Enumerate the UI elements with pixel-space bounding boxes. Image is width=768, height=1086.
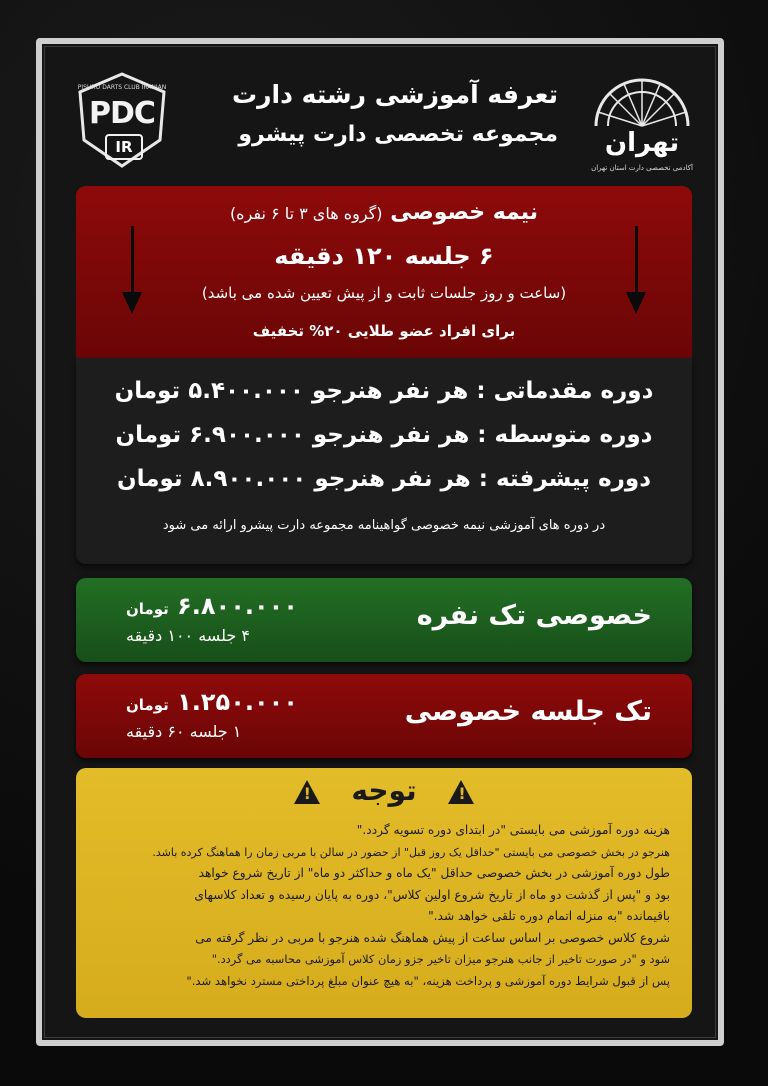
single-session-price bbox=[126, 688, 298, 716]
arrow-down-icon bbox=[122, 226, 142, 316]
single-session-sessions: ۱ جلسه ۶۰ دقیقه bbox=[126, 722, 242, 741]
pdc-logo-small-text: PISHRO DARTS CLUB IRANIAN bbox=[77, 84, 167, 91]
notice-title bbox=[76, 774, 692, 807]
tehran-logo bbox=[586, 68, 698, 176]
semi-private-sessions: ۶ جلسه ۱۲۰ دقیقه bbox=[274, 242, 494, 270]
semi-private-discount: برای افراد عضو طلایی ۲۰% تخفیف bbox=[252, 322, 516, 340]
notice-card bbox=[76, 768, 692, 1018]
pdc-logo-badge: IR bbox=[105, 134, 143, 160]
warning-icon bbox=[294, 780, 320, 804]
semi-private-group-size: (گروه های ۳ تا ۶ نفره) bbox=[229, 204, 383, 223]
warning-icon bbox=[448, 780, 474, 804]
notice-line: پس از قبول شرایط دوره آموزشی و پرداخت هزینه، "به هیچ عنوان مبلغ پرداختی مسترد نخواهد شد." bbox=[186, 973, 670, 988]
private-single-price-value: ۶.۸۰۰.۰۰۰ bbox=[177, 592, 298, 620]
semi-private-title-text: نیمه خصوصی bbox=[390, 200, 539, 225]
private-single-price-unit: تومان bbox=[126, 600, 169, 618]
dartboard-arc-icon bbox=[586, 68, 698, 128]
tehran-logo-subtext: آکادمی تخصصی دارت استان تهران bbox=[591, 164, 693, 172]
notice-line: باقیمانده "به منزله اتمام دوره تلقی خواهد شد." bbox=[428, 909, 670, 923]
single-session-title: تک جلسه خصوصی bbox=[404, 696, 652, 727]
notice-line: شود و "در صورت تاخیر از جانب هنرجو میزان تاخیر جزو زمان کلاس آموزشی محاسبه می گردد." bbox=[211, 952, 670, 966]
price-beginner: دوره مقدماتی : هر نفر هنرجو ۵.۴۰۰.۰۰۰ تومان bbox=[114, 378, 654, 404]
notice-line: هزینه دوره آموزشی می بایستی "در ابتدای دوره تسویه گردد." bbox=[356, 823, 670, 837]
notice-line: طول دوره آموزشی در بخش خصوصی حداقل "یک ماه و حداکثر دو ماه" از تاریخ شروع خواهد bbox=[198, 866, 670, 880]
semi-private-note: (ساعت و روز جلسات ثابت و از پیش تعیین شده می باشد) bbox=[201, 284, 567, 302]
page-subtitle: مجموعه تخصصی دارت پیشرو bbox=[238, 122, 558, 147]
notice-lines bbox=[98, 820, 670, 992]
notice-line: بود و "پس از گذشت دو ماه از تاریخ شروع اولین کلاس"، دوره به پایان رسیده و تعداد کلاسهای bbox=[194, 887, 670, 902]
semi-private-header-card bbox=[76, 186, 692, 358]
private-single-title: خصوصی تک نفره bbox=[416, 600, 652, 631]
private-single-price bbox=[126, 592, 298, 620]
pdc-logo-text: PDC bbox=[89, 96, 155, 131]
notice-title-text: توجه bbox=[351, 774, 417, 807]
single-session-price-value: ۱.۲۵۰.۰۰۰ bbox=[177, 688, 298, 716]
page-title: تعرفه آموزشی رشته دارت bbox=[232, 80, 558, 109]
arrow-down-icon bbox=[626, 226, 646, 316]
pdc-logo bbox=[74, 70, 170, 170]
single-session-card bbox=[76, 674, 692, 758]
header bbox=[60, 62, 708, 182]
private-single-card bbox=[76, 578, 692, 662]
notice-line: شروع کلاس خصوصی بر اساس ساعت از پیش هماهنگ شده هنرجو با مربی در نظر گرفته می bbox=[195, 930, 670, 945]
semi-private-prices-card bbox=[76, 358, 692, 564]
private-single-sessions: ۴ جلسه ۱۰۰ دقیقه bbox=[126, 626, 250, 645]
semi-private-title bbox=[76, 200, 692, 225]
notice-line: هنرجو در بخش خصوصی می بایستی "حداقل یک روز قبل" از حضور در سالن با مربی زمان را هماهنگ کرده باشد. bbox=[152, 845, 670, 859]
single-session-price-unit: تومان bbox=[126, 696, 169, 714]
price-intermediate: دوره متوسطه : هر نفر هنرجو ۶.۹۰۰.۰۰۰ تومان bbox=[115, 422, 653, 448]
tehran-logo-text: تهران bbox=[604, 128, 680, 158]
certificate-note: در دوره های آموزشی نیمه خصوصی گواهینامه مجموعه دارت پیشرو ارائه می شود bbox=[162, 518, 606, 533]
price-advanced: دوره پیشرفته : هر نفر هنرجو ۸.۹۰۰.۰۰۰ تومان bbox=[116, 466, 651, 492]
